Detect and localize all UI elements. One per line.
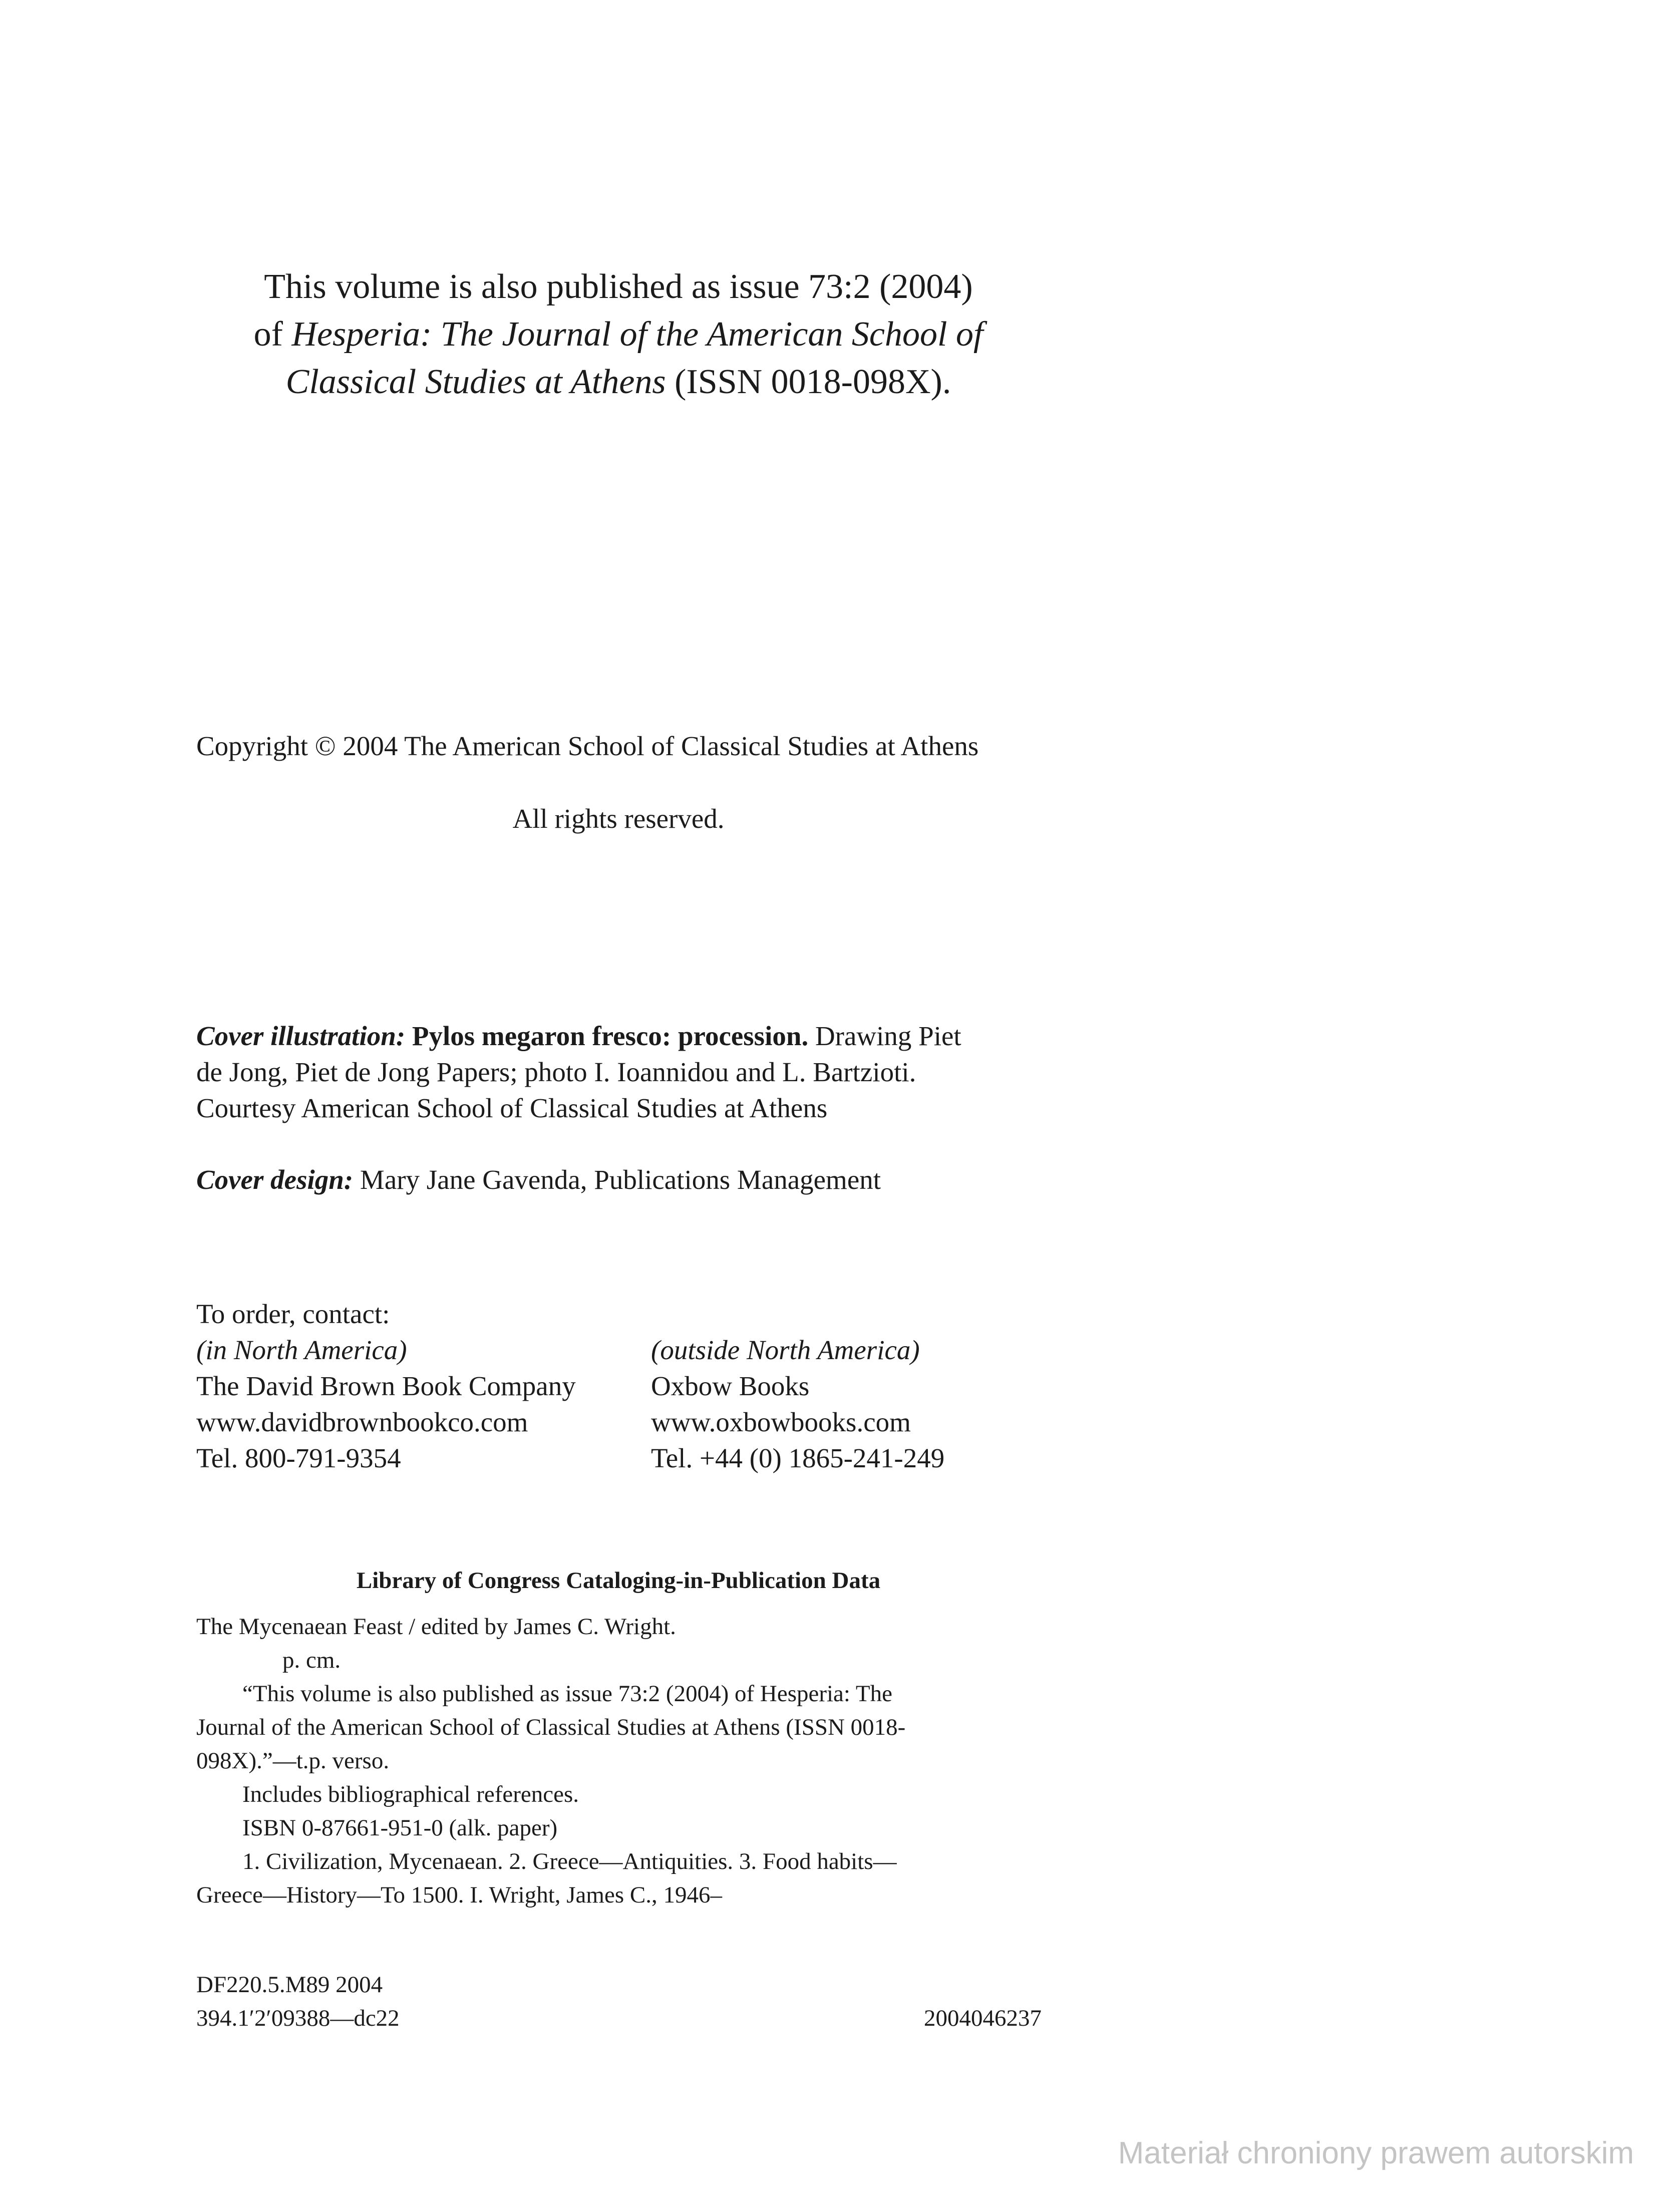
- cip-line: p. cm.: [282, 1647, 341, 1673]
- series-note-line-1: This volume is also published as issue 73:2 (2004): [264, 267, 973, 306]
- cover-illustration-label: Cover illustration:: [196, 1021, 406, 1051]
- cip-record: [196, 1610, 905, 1912]
- journal-title-part-1: Hesperia: The Journal of the American School of: [291, 315, 983, 354]
- cover-design-text: Mary Jane Gavenda, Publications Management: [353, 1164, 881, 1195]
- cip-line: The Mycenaean Feast / edited by James C. Wright.: [196, 1614, 676, 1640]
- dewey-classification: 394.1′2′09388—dc22: [196, 2005, 400, 2031]
- cip-line: 1. Civilization, Mycenaean. 2. Greece—Antiquities. 3. Food habits—: [242, 1848, 897, 1874]
- series-note-line-2: [0, 310, 1237, 358]
- issn: (ISSN 0018-098X).: [665, 363, 951, 401]
- cip-line: ISBN 0-87661-951-0 (alk. paper): [242, 1815, 558, 1841]
- order-outside-north-america: [651, 1332, 944, 1476]
- cover-illustration-line-1: [196, 1018, 961, 1054]
- cip-line: Greece—History—To 1500. I. Wright, James C., 1946–: [196, 1882, 722, 1908]
- order-intl-tel: Tel. +44 (0) 1865-241-249: [651, 1443, 945, 1473]
- cip-line: Journal of the American School of Classical Studies at Athens (ISSN 0018-: [196, 1714, 906, 1740]
- cip-line: 098X).”—t.p. verso.: [196, 1748, 390, 1774]
- lc-classification: DF220.5.M89 2004: [196, 1972, 383, 1998]
- order-na-tel: Tel. 800-791-9354: [196, 1443, 401, 1473]
- copyright-watermark: Materiał chroniony prawem autorskim: [1118, 2136, 1634, 2170]
- order-north-america: [196, 1332, 576, 1476]
- series-note-line-3: [0, 358, 1237, 406]
- order-na-company: The David Brown Book Company: [196, 1371, 576, 1401]
- order-na-web: www.davidbrownbookco.com: [196, 1407, 528, 1437]
- cip-line: Includes bibliographical references.: [242, 1781, 579, 1807]
- cover-illustration-line-1-rest: Drawing Piet: [808, 1021, 961, 1051]
- cover-illustration-credit: [196, 1018, 961, 1126]
- order-heading: To order, contact:: [196, 1299, 390, 1329]
- order-intl-label: (outside North America): [651, 1335, 920, 1365]
- cip-heading: Library of Congress Cataloging-in-Publication Data: [356, 1567, 881, 1594]
- cover-illustration-line-3: Courtesy American School of Classical Studies at Athens: [196, 1093, 828, 1123]
- series-note-of: of: [253, 315, 292, 354]
- cover-design-label: Cover design:: [196, 1164, 354, 1195]
- copyright-notice: Copyright © 2004 The American School of Classical Studies at Athens: [196, 731, 979, 761]
- cover-illustration-title: Pylos megaron fresco: procession.: [412, 1021, 809, 1051]
- rights-reserved: All rights reserved.: [512, 803, 725, 834]
- cover-illustration-line-2: de Jong, Piet de Jong Papers; photo I. Ioannidou and L. Bartzioti.: [196, 1057, 916, 1087]
- order-na-label: (in North America): [196, 1335, 407, 1365]
- cover-design-credit: [196, 1162, 881, 1198]
- order-intl-company: Oxbow Books: [651, 1371, 810, 1401]
- journal-title-part-2: Classical Studies at Athens: [285, 363, 666, 401]
- cip-line: “This volume is also published as issue 73:2 (2004) of Hesperia: The: [242, 1681, 892, 1707]
- cover-design-line: [196, 1162, 881, 1198]
- series-note: [0, 263, 1237, 406]
- order-intl-web: www.oxbowbooks.com: [651, 1407, 911, 1437]
- classification-numbers: [196, 1968, 400, 2035]
- lccn: 2004046237: [924, 2005, 1042, 2031]
